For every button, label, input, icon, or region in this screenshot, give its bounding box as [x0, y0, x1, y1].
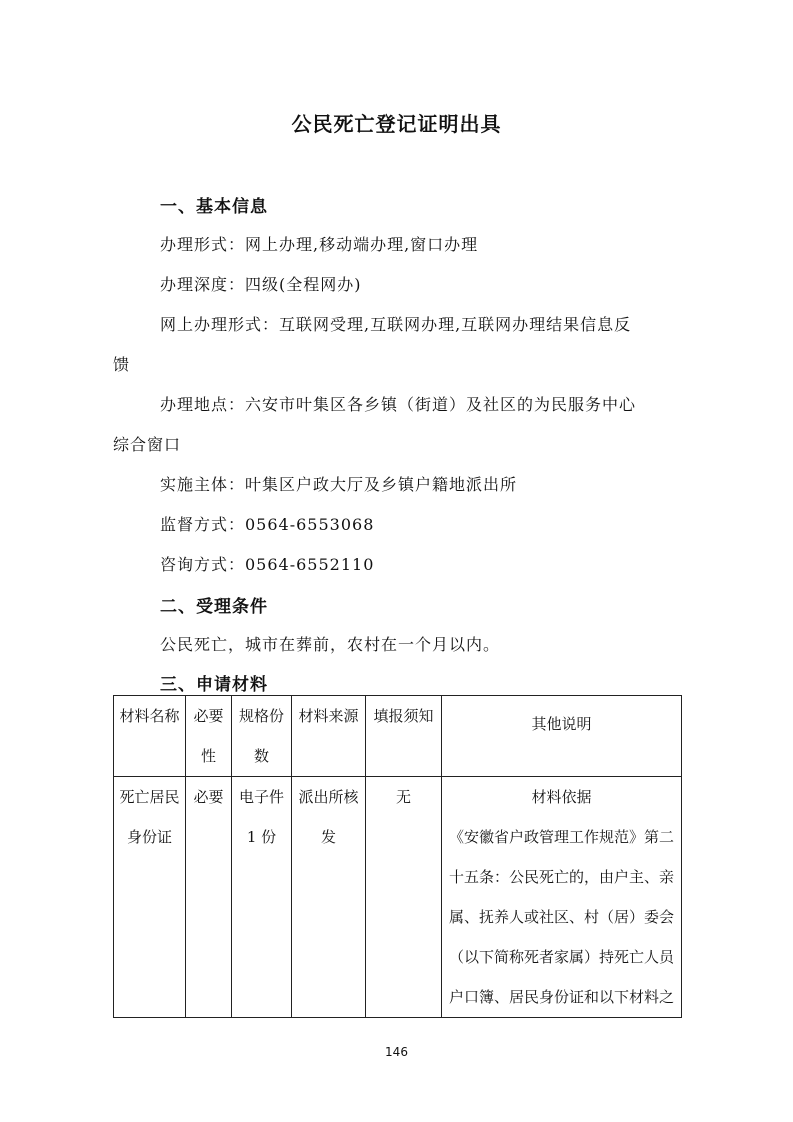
section-basic-info-heading: 一、基本信息 — [160, 197, 268, 217]
explain-title: 材料依据 — [531, 788, 592, 806]
header-material-name: 材料名称 — [114, 696, 186, 777]
section-conditions-heading: 二、受理条件 — [160, 597, 268, 617]
handling-location-line: 办理地点：六安市叶集区各乡镇（街道）及社区的为民服务中心 — [160, 395, 637, 414]
cell-filling-notes: 无 — [366, 777, 442, 1018]
header-spec-count: 规格份数 — [232, 696, 292, 777]
handling-form-line: 办理形式：网上办理,移动端办理,窗口办理 — [160, 235, 479, 254]
materials-table — [113, 695, 682, 1018]
cell-material-name: 死亡居民身份证 — [114, 777, 186, 1018]
section-materials-heading: 三、申请材料 — [160, 675, 268, 695]
header-filling-notes: 填报须知 — [366, 696, 442, 777]
conditions-text: 公民死亡，城市在葬前，农村在一个月以内。 — [160, 635, 501, 654]
cell-other-notes — [442, 777, 682, 1018]
cell-spec-count: 电子件 1 份 — [232, 777, 292, 1018]
online-form-line-continued: 馈 — [113, 355, 131, 374]
cell-material-source: 派出所核发 — [292, 777, 366, 1018]
implementing-body-line: 实施主体：叶集区户政大厅及乡镇户籍地派出所 — [160, 475, 518, 494]
explain-body: 《安徽省户政管理工作规范》第二十五条：公民死亡的，由户主、亲属、抚养人或社区、村（居）委会（以下简称死者家属）持死亡人员户口簿、居民身份证和以下材料之 — [448, 828, 674, 1006]
cell-necessity: 必要 — [186, 777, 232, 1018]
consultation-phone-line: 咨询方式：0564-6552110 — [160, 555, 375, 574]
table-header-row — [114, 696, 682, 777]
header-necessity: 必要性 — [186, 696, 232, 777]
header-material-source: 材料来源 — [292, 696, 366, 777]
header-other-notes: 其他说明 — [442, 696, 682, 777]
handling-location-line-continued: 综合窗口 — [113, 435, 182, 454]
supervision-phone-line: 监督方式：0564-6553068 — [160, 515, 375, 534]
online-form-line: 网上办理形式：互联网受理,互联网办理,互联网办理结果信息反 — [160, 315, 632, 334]
page-number: 146 — [385, 1045, 408, 1059]
page-title: 公民死亡登记证明出具 — [291, 112, 502, 136]
table-row — [114, 777, 682, 1018]
handling-depth-line: 办理深度：四级(全程网办) — [160, 275, 362, 294]
